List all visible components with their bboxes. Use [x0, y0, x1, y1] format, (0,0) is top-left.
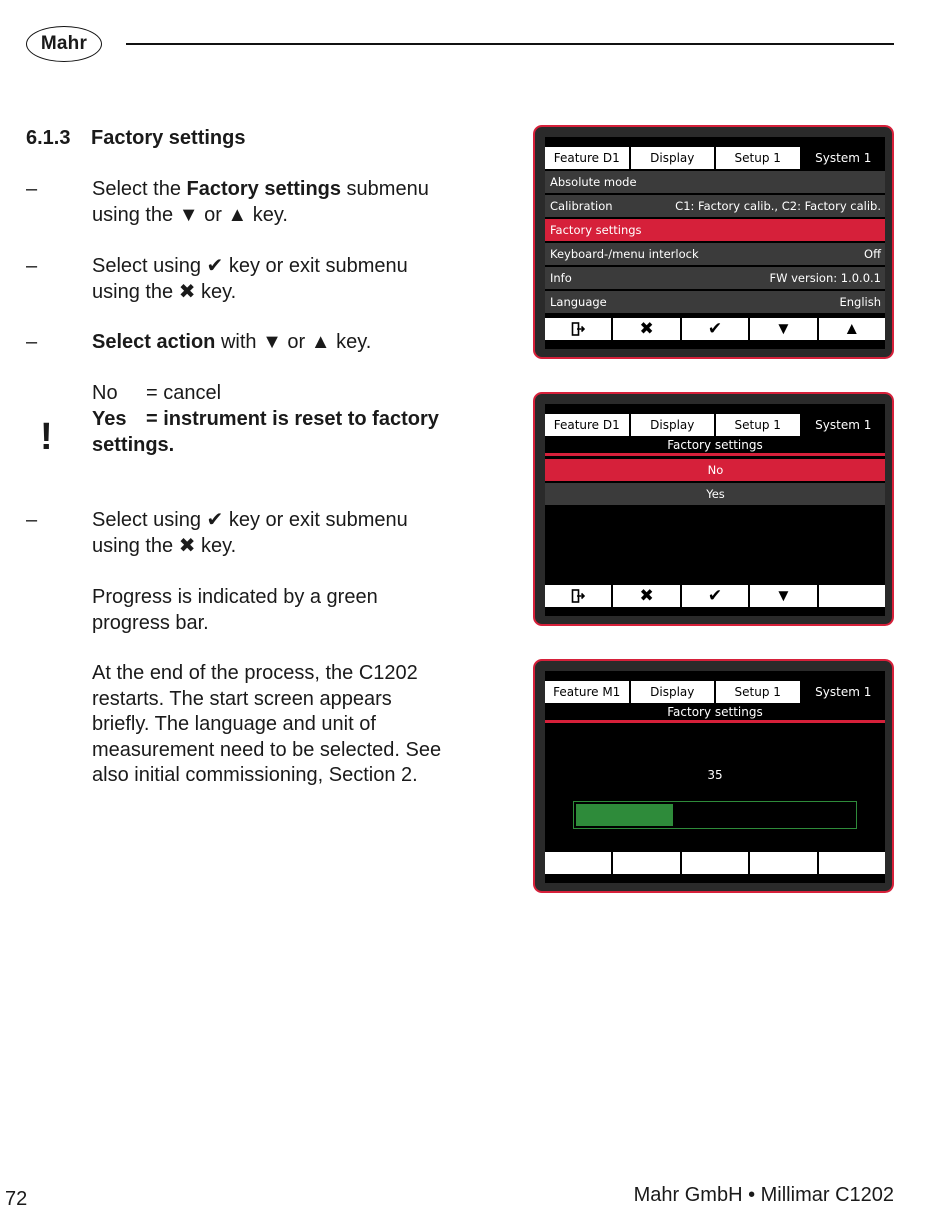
option-yes — [92, 407, 452, 458]
menu-item-label: Language — [550, 295, 607, 309]
tab-system[interactable]: System 1 — [802, 414, 886, 436]
step-1-bold: Factory settings — [186, 178, 341, 200]
empty-softkey[interactable] — [682, 852, 748, 874]
option-no-label: No — [92, 382, 118, 404]
option-list — [545, 459, 885, 507]
section-title-text: Factory settings — [91, 127, 246, 149]
tab-feature[interactable]: Feature D1 — [545, 414, 629, 436]
empty-softkey[interactable] — [613, 852, 679, 874]
menu-item-label: Info — [550, 271, 572, 285]
tab-system[interactable]: System 1 — [802, 147, 886, 169]
exit-button[interactable] — [545, 318, 611, 340]
menu-item-label: Keyboard-/menu interlock — [550, 247, 699, 261]
menu-item-absolute-mode[interactable] — [545, 171, 885, 193]
cancel-icon: ✖ — [639, 586, 654, 605]
cancel-button[interactable] — [613, 318, 679, 340]
tab-setup[interactable]: Setup 1 — [716, 147, 800, 169]
step-1-pre: Select the — [92, 178, 187, 200]
confirm-button[interactable] — [682, 318, 748, 340]
tab-setup[interactable]: Setup 1 — [716, 414, 800, 436]
step-dash: – — [26, 255, 38, 277]
up-button[interactable] — [819, 318, 885, 340]
step-dash: – — [26, 509, 38, 531]
progress-note: Progress is indicated by a green progress bar. — [92, 586, 378, 634]
screen-title: Factory settings — [667, 705, 763, 719]
step-2-text: Select using ✔ key or exit submenu using the ✖ key. — [92, 255, 408, 303]
tab-display[interactable]: Display — [631, 681, 715, 703]
tab-system[interactable]: System 1 — [802, 681, 886, 703]
menu-item-label: Calibration — [550, 199, 613, 213]
down-arrow-icon: ▼ — [775, 319, 792, 338]
screen-title: Factory settings — [667, 438, 763, 452]
section-title — [26, 127, 245, 150]
tab-bar — [545, 147, 885, 169]
device-screen-progress — [533, 659, 894, 893]
tab-bar — [545, 681, 885, 703]
menu-item-calibration[interactable] — [545, 195, 885, 217]
warning-icon: ! — [40, 416, 53, 458]
screen-display — [545, 671, 885, 883]
tab-feature[interactable]: Feature D1 — [545, 147, 629, 169]
empty-softkey[interactable] — [750, 852, 816, 874]
menu-item-info[interactable] — [545, 267, 885, 289]
empty-softkey[interactable] — [819, 585, 885, 607]
cancel-icon: ✖ — [639, 319, 654, 338]
exit-icon — [571, 322, 585, 336]
step-dash: – — [26, 178, 38, 200]
footer-product: Mahr GmbH • Millimar C1202 — [633, 1184, 894, 1206]
menu-item-language[interactable] — [545, 291, 885, 313]
title-divider — [545, 720, 885, 723]
option-yes-item[interactable]: Yes — [545, 483, 885, 505]
down-button[interactable] — [750, 318, 816, 340]
mahr-logo: Mahr — [26, 26, 102, 62]
cancel-button[interactable] — [613, 585, 679, 607]
section-number: 6.1.3 — [26, 127, 71, 149]
device-screen-confirm — [533, 392, 894, 626]
confirm-icon: ✔ — [707, 586, 723, 605]
step-dash: – — [26, 331, 38, 353]
menu-item-value: Off — [864, 247, 881, 261]
option-no-desc: = cancel — [146, 382, 222, 404]
progress-bar-fill — [576, 804, 673, 826]
softkey-bar — [545, 318, 885, 340]
confirm-icon: ✔ — [707, 319, 723, 338]
tab-setup[interactable]: Setup 1 — [716, 681, 800, 703]
empty-softkey[interactable] — [545, 852, 611, 874]
tab-display[interactable]: Display — [631, 414, 715, 436]
header-rule — [126, 43, 894, 45]
down-button[interactable] — [750, 585, 816, 607]
menu-item-value: C1: Factory calib., C2: Factory calib. — [675, 199, 881, 213]
screen-display — [545, 137, 885, 349]
exit-icon — [571, 589, 585, 603]
confirm-button[interactable] — [682, 585, 748, 607]
tab-bar — [545, 414, 885, 436]
step-4-text: Select using ✔ key or exit submenu using the ✖ key. — [92, 509, 408, 557]
exit-button[interactable] — [545, 585, 611, 607]
softkey-bar — [545, 852, 885, 874]
title-divider — [545, 453, 885, 456]
step-3-bold: Select action — [92, 331, 216, 353]
menu-item-label: Factory settings — [550, 223, 642, 237]
menu-item-factory-settings[interactable] — [545, 219, 885, 241]
step-1-text — [92, 177, 452, 228]
option-no — [92, 381, 452, 407]
menu-item-value: English — [839, 295, 881, 309]
end-note: At the end of the process, the C1202 restarts. The start screen appears briefly. The language and unit of measurement need to be selected. See also initial commissioning, Section 2. — [92, 662, 442, 786]
option-yes-label: Yes — [92, 408, 127, 430]
step-1-post: submenu using the ▼ or ▲ key. — [92, 178, 429, 226]
option-no-item[interactable]: No — [545, 459, 885, 481]
up-arrow-icon: ▲ — [843, 319, 861, 338]
device-screen-menu — [533, 125, 894, 359]
menu-item-keyboard-interlock[interactable] — [545, 243, 885, 265]
progress-value: 35 — [707, 768, 723, 782]
tab-feature[interactable]: Feature M1 — [545, 681, 629, 703]
screen-display — [545, 404, 885, 616]
empty-softkey[interactable] — [819, 852, 885, 874]
down-arrow-icon: ▼ — [775, 586, 792, 605]
progress-bar — [573, 801, 857, 829]
option-yes-desc: = instrument is reset to factory settings. — [92, 408, 439, 456]
step-3-post: with ▼ or ▲ key. — [215, 331, 372, 353]
softkey-bar — [545, 585, 885, 607]
step-3-text — [92, 330, 452, 356]
menu-item-label: Absolute mode — [550, 175, 637, 189]
tab-display[interactable]: Display — [631, 147, 715, 169]
page-number: 72 — [5, 1188, 28, 1210]
menu-item-value: FW version: 1.0.0.1 — [769, 271, 881, 285]
menu-list — [545, 171, 885, 315]
